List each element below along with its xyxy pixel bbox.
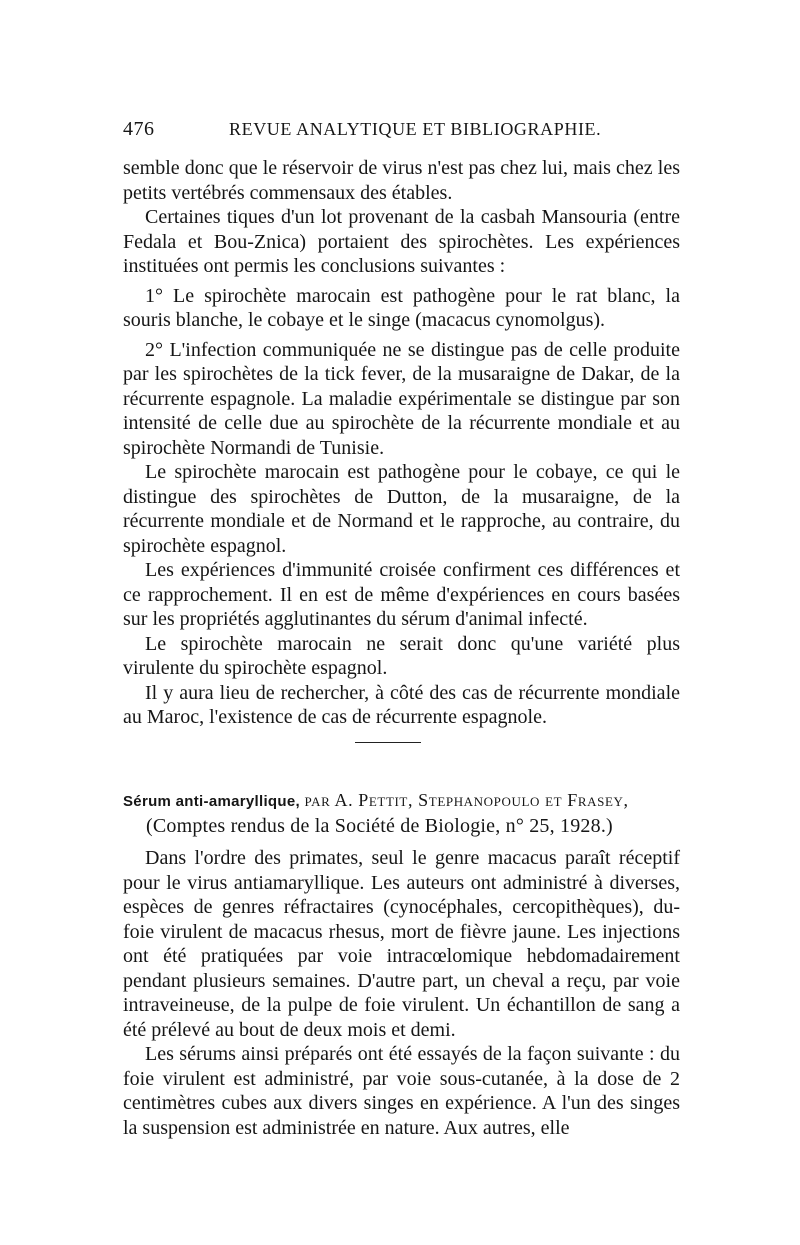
paragraph: Le spirochète marocain est pathogène pour le cobaye, ce qui le distingue des spirochètes de Dutton, de la musaraigne, de la récurrente mondiale et de Normand et le rapproche, au contraire, du spirochète espagnol. [123,461,680,557]
article-authors: par A. Pettit, Stephanopoulo et Frasey, [304,790,629,810]
article-heading [123,788,680,815]
article-source: (Comptes rendus de la Société de Biologie, n° 25, 1928.) [146,815,613,837]
paragraph: Certaines tiques d'un lot provenant de la casbah Mansouria (entre Fedala et Bou-Znica) portaient des spirochètes. Les expériences instituées ont permis les conclusions suivantes : [123,206,680,277]
paragraph: Il y aura lieu de rechercher, à côté des cas de récurrente mondiale au Maroc, l'existence de cas de récurrente espagnole. [123,681,680,728]
paragraph: 1° Le spirochète marocain est pathogène pour le rat blanc, la souris blanche, le cobaye et le singe (macacus cynomolgus). [123,284,680,331]
page-number: 476 [123,118,155,140]
paragraph: Le spirochète marocain ne serait donc qu'une variété plus virulente du spirochète espagnol. [123,632,680,679]
paragraph: semble donc que le réservoir de virus n'est pas chez lui, mais chez les petits vertébrés commensaux des étables. [123,157,680,204]
section-divider [355,742,421,743]
article-title: Sérum anti-amaryllique, [123,793,300,810]
paragraph: Les expériences d'immunité croisée confirment ces différences et ce rapprochement. Il en est de même d'expériences en cours basées sur les propriétés agglutinantes du sérum d'animal infecté. [123,559,680,630]
page-header [123,118,680,146]
paragraph: 2° L'infection communiquée ne se distingue pas de celle produite par les spirochètes de la tick fever, de la musaraigne de Dakar, de la récurrente espagnole. La maladie expérimentale se distingue par son intensité de celle due au spirochète de la récurrente mondiale et au spirochète Normandi de Tunisie. [123,338,680,459]
paragraph: Les sérums ainsi préparés ont été essayés de la façon suivante : du foie virulent est administré, par voie sous-cutanée, à la dose de 2 centimètres cubes aux divers singes en expérience. A l'un des singes la suspension est administrée en nature. Aux autres, elle [123,1043,680,1139]
body-text-section-one [123,156,680,730]
paragraph: Dans l'ordre des primates, seul le genre macacus paraît réceptif pour le virus antiamaryllique. Les auteurs ont administré à diverses, espèces de genres réfractaires (cynocéphales, cercopithèques), du-foie virulent de macacus rhesus, mort de fièvre jaune. Les injections ont été pratiquées par voie intracœlomique hebdomadairement pendant plusieurs semaines. D'autre part, un cheval a reçu, par voie intraveineuse, de la pulpe de foie virulent. Un échantillon de sang a été prélevé au bout de deux mois et demi. [123,847,680,1041]
running-head: REVUE ANALYTIQUE ET BIBLIOGRAPHIE. [229,119,602,139]
body-text-section-two [123,846,680,1140]
